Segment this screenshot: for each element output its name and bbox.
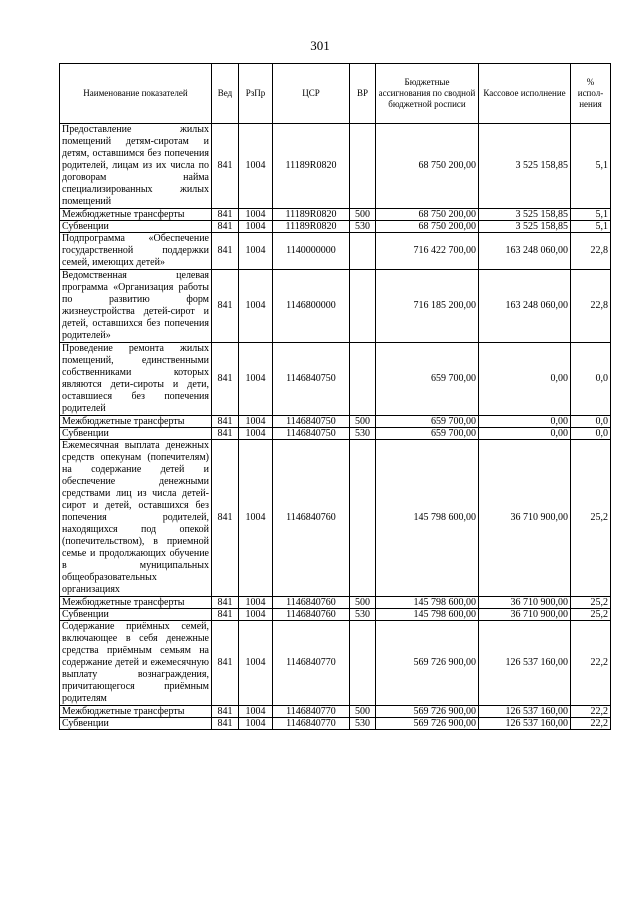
cell-budget: 569 726 900,00 (376, 706, 479, 718)
cell-cash: 0,00 (479, 343, 571, 416)
cell-name: Ведомственная целевая программа «Организация работы по развитию форм жизнеустройства детей-сирот и детей, оставшихся без попечения родителей» (60, 270, 212, 343)
header-name: Наименование показателей (60, 64, 212, 124)
cell-budget: 145 798 600,00 (376, 609, 479, 621)
cell-name: Субвенции (60, 718, 212, 730)
cell-vr: 500 (350, 597, 376, 609)
cell-vr: 500 (350, 209, 376, 221)
cell-percent: 22,8 (571, 233, 611, 270)
cell-name: Подпрограмма «Обеспечение государственной поддержки семей, имеющих детей» (60, 233, 212, 270)
cell-name: Предоставление жилых помещений детям-сиротам и детям, оставшимся без попечения родителей, лицам из их числа по договорам найма специализированных жилых помещений (60, 124, 212, 209)
cell-cash: 126 537 160,00 (479, 621, 571, 706)
header-rzpr: РзПр (239, 64, 273, 124)
budget-execution-table (59, 63, 611, 730)
cell-csr: 1146840770 (273, 706, 350, 718)
cell-vr (350, 343, 376, 416)
cell-rzpr: 1004 (239, 233, 273, 270)
header-cash: Кассовое исполнение (479, 64, 571, 124)
cell-ved: 841 (212, 597, 239, 609)
header-vr: ВР (350, 64, 376, 124)
cell-name: Содержание приёмных семей, включающее в себя денежные средства приёмным семьям на содержание детей и ежемесячную выплату вознаграждения, причитающегося приёмным родителям (60, 621, 212, 706)
cell-budget: 145 798 600,00 (376, 597, 479, 609)
cell-rzpr: 1004 (239, 270, 273, 343)
table-row (60, 221, 611, 233)
table-row (60, 428, 611, 440)
cell-csr: 11189R0820 (273, 209, 350, 221)
cell-vr (350, 440, 376, 597)
cell-percent: 22,2 (571, 718, 611, 730)
cell-rzpr: 1004 (239, 343, 273, 416)
cell-ved: 841 (212, 718, 239, 730)
cell-ved: 841 (212, 209, 239, 221)
cell-cash: 0,00 (479, 416, 571, 428)
table-row (60, 718, 611, 730)
cell-percent: 22,2 (571, 706, 611, 718)
cell-percent: 0,0 (571, 416, 611, 428)
cell-cash: 3 525 158,85 (479, 124, 571, 209)
cell-ved: 841 (212, 428, 239, 440)
cell-name: Межбюджетные трансферты (60, 209, 212, 221)
cell-rzpr: 1004 (239, 706, 273, 718)
cell-ved: 841 (212, 270, 239, 343)
cell-ved: 841 (212, 621, 239, 706)
cell-vr (350, 233, 376, 270)
cell-ved: 841 (212, 416, 239, 428)
table-row (60, 209, 611, 221)
cell-rzpr: 1004 (239, 416, 273, 428)
cell-budget: 68 750 200,00 (376, 124, 479, 209)
cell-ved: 841 (212, 343, 239, 416)
cell-name: Межбюджетные трансферты (60, 416, 212, 428)
cell-percent: 25,2 (571, 597, 611, 609)
cell-ved: 841 (212, 221, 239, 233)
header-csr: ЦСР (273, 64, 350, 124)
cell-rzpr: 1004 (239, 209, 273, 221)
cell-cash: 163 248 060,00 (479, 270, 571, 343)
cell-csr: 1146840750 (273, 416, 350, 428)
table-row (60, 124, 611, 209)
cell-name: Межбюджетные трансферты (60, 706, 212, 718)
cell-csr: 1146840770 (273, 718, 350, 730)
table-row (60, 597, 611, 609)
cell-rzpr: 1004 (239, 124, 273, 209)
table-row (60, 621, 611, 706)
cell-ved: 841 (212, 706, 239, 718)
cell-name: Субвенции (60, 221, 212, 233)
cell-csr: 1140000000 (273, 233, 350, 270)
cell-csr: 11189R0820 (273, 221, 350, 233)
cell-name: Межбюджетные трансферты (60, 597, 212, 609)
cell-vr: 500 (350, 416, 376, 428)
cell-budget: 659 700,00 (376, 416, 479, 428)
cell-cash: 36 710 900,00 (479, 440, 571, 597)
cell-budget: 716 185 200,00 (376, 270, 479, 343)
cell-rzpr: 1004 (239, 621, 273, 706)
cell-csr: 1146800000 (273, 270, 350, 343)
cell-cash: 0,00 (479, 428, 571, 440)
cell-csr: 11189R0820 (273, 124, 350, 209)
cell-percent: 5,1 (571, 221, 611, 233)
cell-budget: 68 750 200,00 (376, 221, 479, 233)
cell-vr: 530 (350, 609, 376, 621)
cell-vr (350, 124, 376, 209)
cell-cash: 3 525 158,85 (479, 209, 571, 221)
cell-rzpr: 1004 (239, 718, 273, 730)
cell-cash: 36 710 900,00 (479, 609, 571, 621)
page-number: 301 (310, 38, 330, 53)
cell-vr: 530 (350, 718, 376, 730)
cell-percent: 22,2 (571, 621, 611, 706)
cell-percent: 0,0 (571, 428, 611, 440)
cell-name: Проведение ремонта жилых помещений, единственными собственниками которых являются дети-сироты и дети, оставшиеся без попечения родителей (60, 343, 212, 416)
table-body (60, 124, 611, 730)
header-budget: Бюджетные ассигнования по сводной бюджетной росписи (376, 64, 479, 124)
cell-budget: 659 700,00 (376, 343, 479, 416)
cell-ved: 841 (212, 233, 239, 270)
cell-ved: 841 (212, 124, 239, 209)
table-row (60, 270, 611, 343)
cell-rzpr: 1004 (239, 221, 273, 233)
cell-cash: 126 537 160,00 (479, 706, 571, 718)
cell-budget: 569 726 900,00 (376, 621, 479, 706)
header-percent: % испол-нения (571, 64, 611, 124)
cell-ved: 841 (212, 440, 239, 597)
cell-rzpr: 1004 (239, 428, 273, 440)
cell-vr (350, 270, 376, 343)
cell-name: Ежемесячная выплата денежных средств опекунам (попечителям) на содержание детей и обеспечение денежными средствами лиц из числа детей-сирот и детей, оставшихся без попечения родителей, находящихся под опекой (попечительством), в приемной семье и продолжающих обучение в муниципальных общеобразовательных организациях (60, 440, 212, 597)
cell-budget: 716 422 700,00 (376, 233, 479, 270)
cell-csr: 1146840750 (273, 428, 350, 440)
cell-csr: 1146840750 (273, 343, 350, 416)
cell-budget: 569 726 900,00 (376, 718, 479, 730)
cell-percent: 0,0 (571, 343, 611, 416)
cell-vr (350, 621, 376, 706)
cell-percent: 5,1 (571, 209, 611, 221)
header-ved: Вед (212, 64, 239, 124)
cell-percent: 22,8 (571, 270, 611, 343)
cell-cash: 163 248 060,00 (479, 233, 571, 270)
table-row (60, 233, 611, 270)
cell-vr: 530 (350, 221, 376, 233)
cell-percent: 25,2 (571, 440, 611, 597)
table-row (60, 343, 611, 416)
table-row (60, 440, 611, 597)
cell-ved: 841 (212, 609, 239, 621)
cell-csr: 1146840770 (273, 621, 350, 706)
cell-csr: 1146840760 (273, 597, 350, 609)
table-row (60, 706, 611, 718)
cell-rzpr: 1004 (239, 609, 273, 621)
cell-rzpr: 1004 (239, 440, 273, 597)
cell-name: Субвенции (60, 428, 212, 440)
cell-vr: 530 (350, 428, 376, 440)
cell-budget: 145 798 600,00 (376, 440, 479, 597)
cell-cash: 3 525 158,85 (479, 221, 571, 233)
table-header-row (60, 64, 611, 124)
cell-rzpr: 1004 (239, 597, 273, 609)
cell-cash: 36 710 900,00 (479, 597, 571, 609)
cell-vr: 500 (350, 706, 376, 718)
cell-percent: 5,1 (571, 124, 611, 209)
cell-csr: 1146840760 (273, 440, 350, 597)
cell-name: Субвенции (60, 609, 212, 621)
table-row (60, 416, 611, 428)
cell-budget: 68 750 200,00 (376, 209, 479, 221)
cell-budget: 659 700,00 (376, 428, 479, 440)
cell-cash: 126 537 160,00 (479, 718, 571, 730)
cell-csr: 1146840760 (273, 609, 350, 621)
cell-percent: 25,2 (571, 609, 611, 621)
table-row (60, 609, 611, 621)
